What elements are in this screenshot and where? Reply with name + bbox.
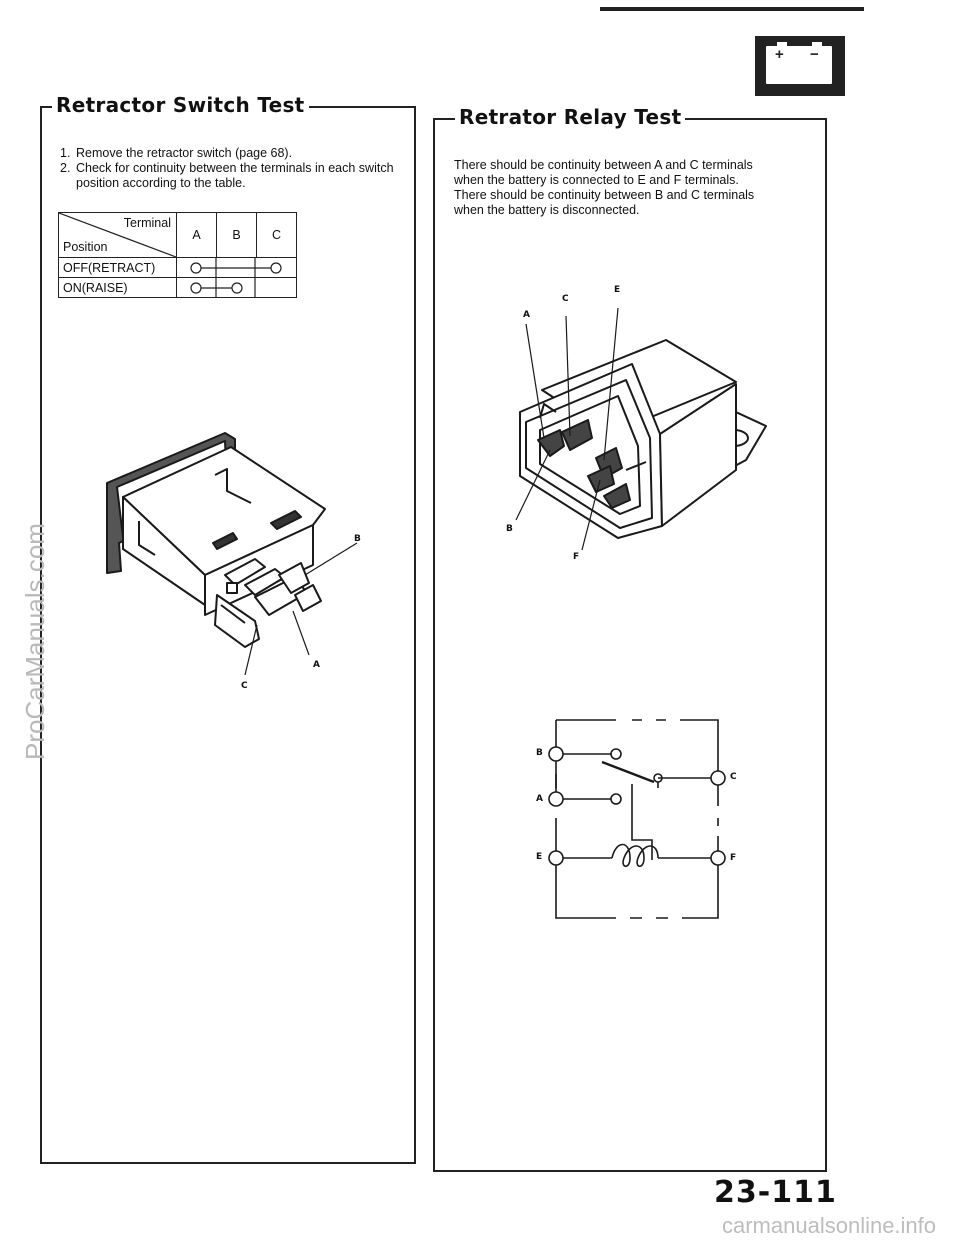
switch-label-b: B bbox=[354, 534, 361, 544]
relay-label-a: A bbox=[523, 310, 530, 320]
step-1: 1. Remove the retractor switch (page 68). bbox=[60, 146, 293, 160]
relay-illustration bbox=[500, 300, 780, 550]
schematic-label-b: B bbox=[536, 748, 543, 758]
battery-plus: + bbox=[775, 46, 784, 63]
row-position-off: OFF(RETRACT) bbox=[59, 258, 177, 278]
schematic-label-c: C bbox=[730, 772, 737, 782]
continuity-table bbox=[58, 212, 297, 298]
relay-label-b: B bbox=[506, 524, 513, 534]
schematic-label-f: F bbox=[730, 853, 737, 863]
battery-minus: − bbox=[810, 46, 819, 63]
relay-schematic bbox=[520, 710, 750, 930]
relay-test-title: Retrator Relay Test bbox=[455, 105, 685, 129]
header-rule bbox=[600, 7, 864, 11]
switch-test-title: Retractor Switch Test bbox=[52, 93, 309, 117]
relay-label-e: E bbox=[614, 285, 621, 295]
switch-test-steps bbox=[60, 146, 410, 191]
schematic-label-a: A bbox=[536, 794, 543, 804]
col-header-c: C bbox=[257, 213, 297, 258]
relay-label-f: F bbox=[573, 552, 580, 562]
row-off-continuity bbox=[177, 258, 297, 278]
page-number: 23-111 bbox=[714, 1175, 837, 1210]
corner-position: Position bbox=[63, 240, 108, 254]
step-2: 2. Check for continuity between the terminals in each switch position according to the table. bbox=[60, 161, 394, 190]
row-position-on: ON(RAISE) bbox=[59, 278, 177, 298]
row-on-continuity bbox=[177, 278, 297, 298]
col-header-a: A bbox=[177, 213, 217, 258]
schematic-label-e: E bbox=[536, 852, 543, 862]
table-row bbox=[59, 258, 297, 278]
footer-url: carmanualsonline.info bbox=[722, 1213, 937, 1238]
relay-test-panel bbox=[433, 118, 827, 1172]
col-header-b: B bbox=[217, 213, 257, 258]
table-corner-cell bbox=[59, 213, 177, 258]
side-watermark: ProCarManuals.com bbox=[20, 523, 50, 760]
relay-label-c: C bbox=[562, 294, 569, 304]
switch-label-a: A bbox=[313, 660, 320, 670]
table-row bbox=[59, 278, 297, 298]
switch-label-c: C bbox=[241, 681, 248, 691]
corner-terminal: Terminal bbox=[123, 216, 171, 230]
relay-test-description: There should be continuity between A and C terminals when the battery is connected to E and F terminals. There should be continuity between B and C terminals when the battery is disconnected. bbox=[454, 158, 755, 217]
battery-icon bbox=[755, 36, 845, 96]
retractor-switch-illustration bbox=[95, 425, 395, 685]
